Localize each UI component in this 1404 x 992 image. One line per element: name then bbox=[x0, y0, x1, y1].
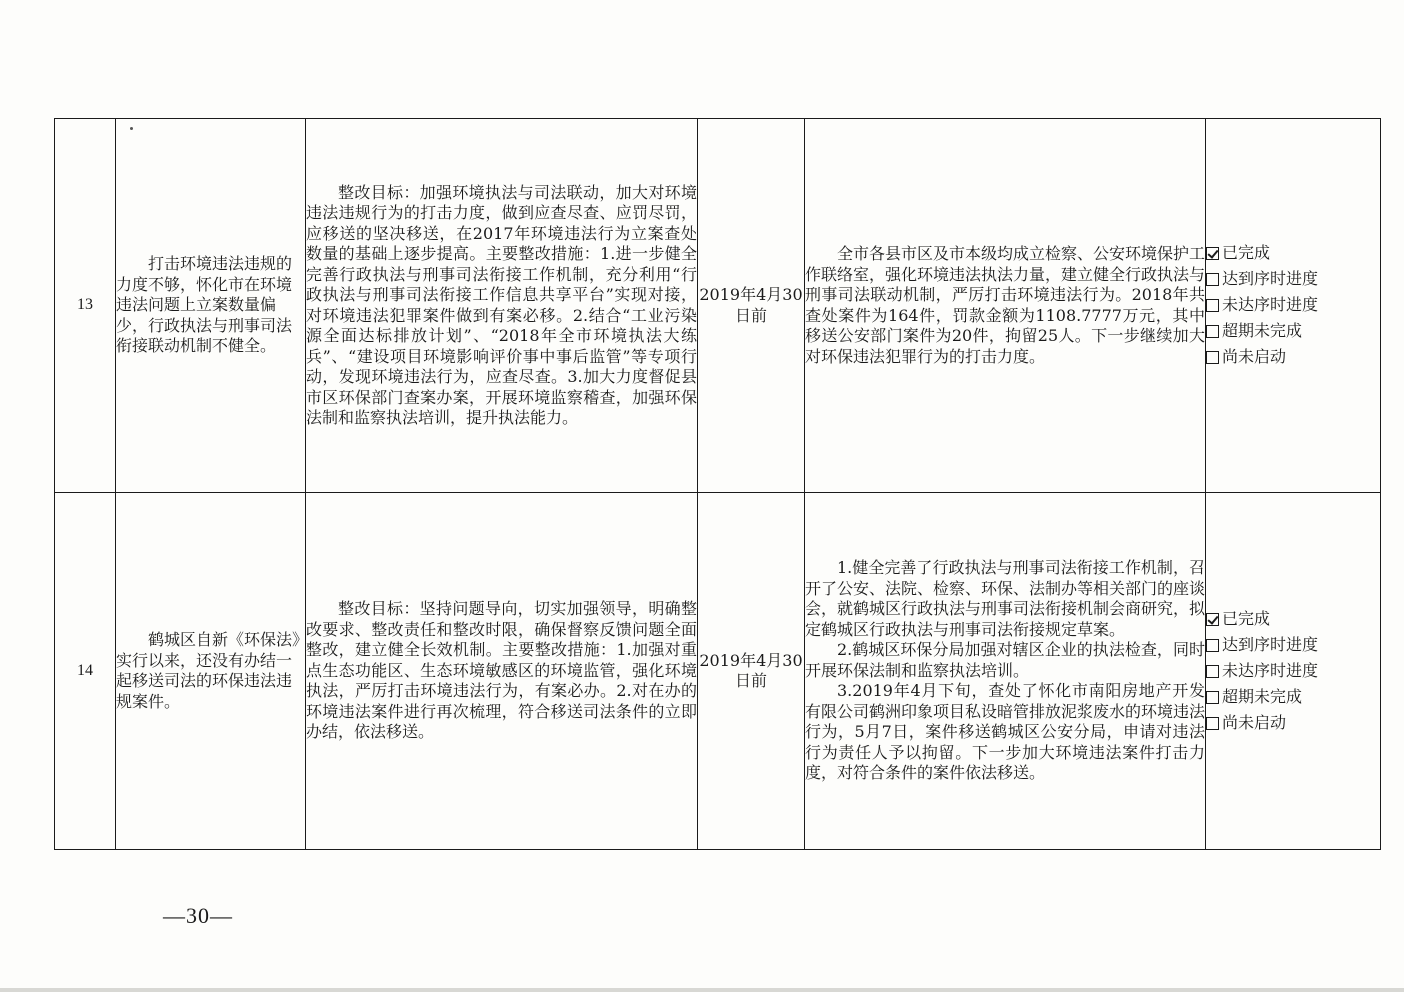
problem-description: 鹤城区自新《环保法》实行以来，还没有办结一起移送司法的环保违法违规案件。 bbox=[116, 493, 306, 850]
status-option[interactable] bbox=[1206, 606, 1380, 632]
table-row-13 bbox=[55, 119, 1381, 493]
status-option[interactable] bbox=[1206, 684, 1380, 710]
status-label: 超期未完成 bbox=[1222, 321, 1303, 341]
progress-paragraph: 3.2019年4月下旬，查处了怀化市南阳房地产开发有限公司鹤洲印象项目私设暗管排放泥浆废水的环境违法行为，5月7日，案件移送鹤城区公安分局，申请对违法行为责任人予以拘留。下一步加大环境违法案件打击力度，对符合条件的案件依法移送。 bbox=[805, 681, 1206, 783]
status-option[interactable] bbox=[1206, 319, 1380, 345]
status-label: 已完成 bbox=[1222, 608, 1271, 628]
rectification-measures: 整改目标：坚持问题导向，切实加强领导，明确整改要求、整改责任和整改时限，确保督察反馈问题全面整改，建立健全长效机制。主要整改措施：1.加强对重点生态功能区、生态环境敏感区的环境监管，强化环境执法，严厉打击环境违法行为，有案必办。2.对在办的环境违法案件进行再次梳理，符合移送司法条件的立即办结，依法移送。 bbox=[306, 493, 698, 850]
checkbox-icon[interactable] bbox=[1206, 351, 1219, 364]
scan-edge bbox=[0, 988, 1404, 992]
status-option[interactable] bbox=[1206, 345, 1380, 371]
status-label: 超期未完成 bbox=[1222, 686, 1303, 706]
row-number: 14 bbox=[55, 493, 116, 850]
checkbox-icon[interactable] bbox=[1206, 273, 1219, 286]
checked-box-icon[interactable] bbox=[1206, 247, 1219, 260]
rectification-table bbox=[54, 118, 1381, 850]
status-label: 达到序时进度 bbox=[1222, 634, 1319, 654]
status-label: 尚未启动 bbox=[1222, 712, 1287, 732]
checkbox-icon[interactable] bbox=[1206, 639, 1219, 652]
status-label: 已完成 bbox=[1222, 243, 1271, 263]
status-option[interactable] bbox=[1206, 710, 1380, 736]
problem-description: 打击环境违法违规的力度不够，怀化市在环境违法问题上立案数量偏少，行政执法与刑事司法衔接联动机制不健全。 bbox=[116, 119, 306, 493]
progress-paragraph: 2.鹤城区环保分局加强对辖区企业的执法检查，同时开展环保法制和监察执法培训。 bbox=[805, 640, 1205, 680]
status-cell bbox=[1206, 493, 1381, 850]
status-label: 未达序时进度 bbox=[1222, 660, 1319, 680]
checked-box-icon[interactable] bbox=[1206, 613, 1219, 626]
status-option[interactable] bbox=[1206, 658, 1380, 684]
table-row-14 bbox=[55, 493, 1381, 850]
status-label: 未达序时进度 bbox=[1222, 295, 1319, 315]
checkbox-icon[interactable] bbox=[1206, 325, 1219, 338]
row-number: 13 bbox=[55, 119, 116, 493]
progress-cell bbox=[805, 119, 1206, 493]
deadline: 2019年4月30日前 bbox=[698, 493, 805, 850]
status-label: 尚未启动 bbox=[1222, 347, 1287, 367]
status-option[interactable] bbox=[1206, 241, 1380, 267]
checkbox-icon[interactable] bbox=[1206, 665, 1219, 678]
checkbox-icon[interactable] bbox=[1206, 717, 1219, 730]
status-label: 达到序时进度 bbox=[1222, 269, 1319, 289]
status-option[interactable] bbox=[1206, 632, 1380, 658]
checkbox-icon[interactable] bbox=[1206, 691, 1219, 704]
progress-paragraph: 全市各县市区及市本级均成立检察、公安环境保护工作联络室，强化环境违法执法力量，建立健全行政执法与刑事司法联动机制，严厉打击环境违法行为。2018年共查处案件为164件，罚款金额为1108.7777万元，其中移送公安部门案件为20件，拘留25人。下一步继续加大对环保违法犯罪行为的打击力度。 bbox=[805, 244, 1206, 366]
page-number: —30— bbox=[163, 903, 233, 928]
rectification-measures: 整改目标：加强环境执法与司法联动，加大对环境违法违规行为的打击力度，做到应查尽查、应罚尽罚，应移送的坚决移送，在2017年环境违法行为立案查处数量的基础上逐步提高。主要整改措施：1.进一步健全完善行政执法与刑事司法衔接工作机制，充分利用“行政执法与刑事司法衔接工作信息共享平台”实现对接，对环境违法犯罪案件做到有案必移。2.结合“工业污染源全面达标排放计划”、“2018年全市环境执法大练兵”、“建设项目环境影响评价事中事后监管”等专项行动，发现环境违法行为，应查尽查。3.加大力度督促县市区环保部门查案办案，开展环境监察稽查，加强环保法制和监察执法培训，提升执法能力。 bbox=[306, 119, 698, 493]
status-option[interactable] bbox=[1206, 267, 1380, 293]
checkbox-icon[interactable] bbox=[1206, 299, 1219, 312]
progress-paragraph: 1.健全完善了行政执法与刑事司法衔接工作机制，召开了公安、法院、检察、环保、法制办等相关部门的座谈会，就鹤城区行政执法与刑事司法衔接机制会商研究，拟定鹤城区行政执法与刑事司法衔接规定草案。 bbox=[805, 558, 1206, 639]
status-cell bbox=[1206, 119, 1381, 493]
progress-cell bbox=[805, 493, 1206, 850]
deadline: 2019年4月30日前 bbox=[698, 119, 805, 493]
status-option[interactable] bbox=[1206, 293, 1380, 319]
